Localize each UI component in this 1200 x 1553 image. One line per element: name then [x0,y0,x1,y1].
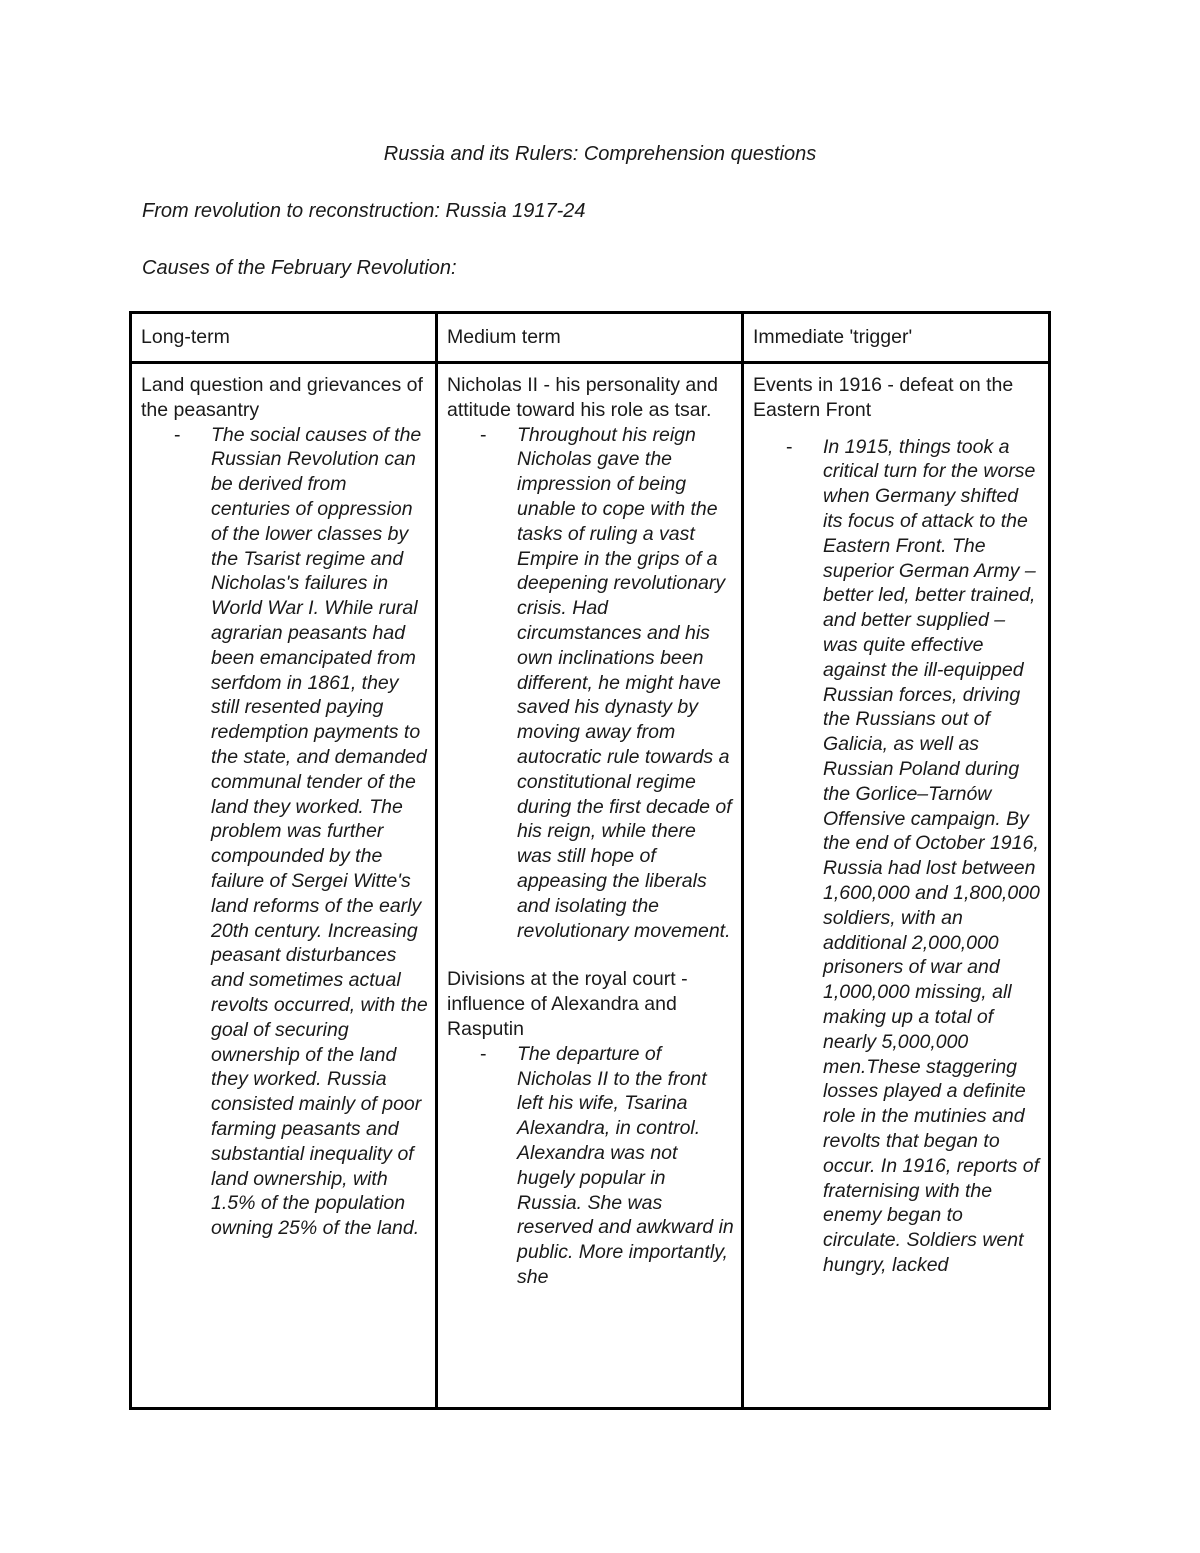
causes-table [129,311,1051,1410]
section-heading: Causes of the February Revolution: [142,257,457,279]
header-long-term: Long-term [131,313,437,363]
spacer [447,943,735,967]
immediate-trigger-bullet [753,435,1042,1278]
immediate-trigger-cell [743,363,1050,1409]
long-term-bullet-text: The social causes of the Russian Revolution can be derived from centuries of oppression of the lower classes by the Tsarist regime and Nicholas's failures in World War I. While rural agrarian peasants had been emancipated from serfdom in 1861, they still resented paying redemption payments to the state, and demanded communal tender of the land they worked. The problem was further compounded by the failure of Sergei Witte's land reforms of the early 20th century. Increasing peasant disturbances and sometimes actual revolts occurred, with the goal of securing ownership of the land they worked. Russia consisted mainly of poor farming peasants and substantial inequality of land ownership, with 1.5% of the population owning 25% of the land. [211,423,428,1240]
bullet-marker: - [786,435,793,458]
medium-term-heading-1: Nicholas II - his personality and attitude toward his role as tsar. [447,374,718,421]
document-subtitle: From revolution to reconstruction: Russia 1917-24 [142,200,586,222]
long-term-bullet [141,423,429,1241]
table-row [131,363,1050,1409]
immediate-trigger-heading: Events in 1916 - defeat on the Eastern Front [753,374,1014,421]
bullet-marker: - [174,423,181,446]
header-immediate-trigger: Immediate 'trigger' [743,313,1050,363]
medium-term-heading-2: Divisions at the royal court - influence of Alexandra and Rasputin [447,968,688,1040]
medium-term-cell [437,363,743,1409]
medium-term-bullet-1 [447,423,735,944]
spacer [753,423,1042,435]
header-medium-term: Medium term [437,313,743,363]
document-title: Russia and its Rulers: Comprehension questions [383,143,817,165]
immediate-trigger-bullet-text: In 1915, things took a critical turn for the worse when Germany shifted its focus of attack to the Eastern Front. The superior German Army – better led, better trained, and better supplied – was quite effective against the ill-equipped Russian forces, driving the Russians out of Galicia, as well as Russian Poland during the Gorlice–Tarnów Offensive campaign. By the end of October 1916, Russia had lost between 1,600,000 and 1,800,000 soldiers, with an additional 2,000,000 prisoners of war and 1,000,000 missing, all making up a total of nearly 5,000,000 men.These staggering losses played a definite role in the mutinies and revolts that began to occur. In 1916, reports of fraternising with the enemy began to circulate. Soldiers went hungry, lacked [823,435,1040,1276]
bullet-marker: - [480,423,487,446]
table-header-row [131,313,1050,363]
medium-term-bullet-2 [447,1042,735,1290]
bullet-marker: - [480,1042,487,1065]
long-term-heading: Land question and grievances of the peasantry [141,374,423,421]
medium-term-bullet-2-text: The departure of Nicholas II to the front left his wife, Tsarina Alexandra, in control. Alexandra was not hugely popular in Russia. She was reserved and awkward in public. More importantly, she [517,1042,734,1288]
long-term-cell [131,363,437,1409]
medium-term-bullet-1-text: Throughout his reign Nicholas gave the impression of being unable to cope with the tasks of ruling a vast Empire in the grips of a deepening revolutionary crisis. Had circumstances and his own inclinations been different, he might have saved his dynasty by moving away from autocratic rule towards a constitutional regime during the first decade of his reign, while there was still hope of appeasing the liberals and isolating the revolutionary movement. [517,423,732,942]
